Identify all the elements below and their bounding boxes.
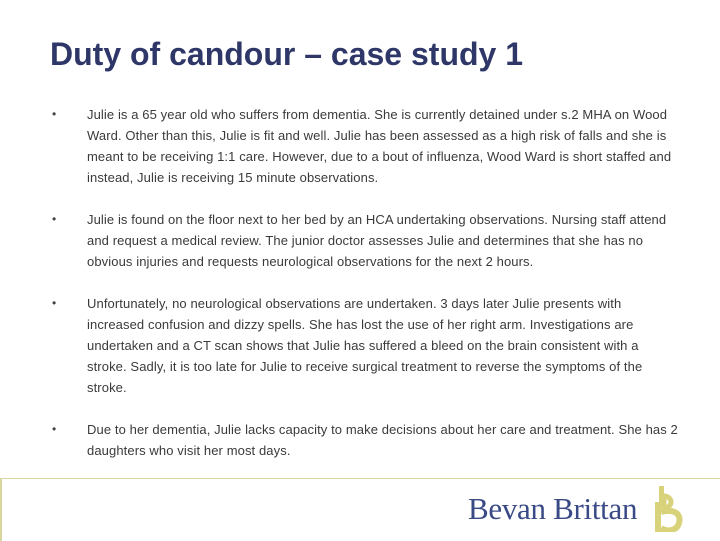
list-item — [52, 419, 680, 461]
bullet-marker: • — [52, 296, 57, 310]
bullet-text: Julie is found on the floor next to her bed by an HCA undertaking observations. Nursing staff attend and request a medical review. The junior doctor assesses Julie and determines that she has no obvious injuries and requests neurological observations for the next 2 hours. — [87, 212, 667, 269]
bullet-marker: • — [52, 422, 57, 436]
logo-wordmark: Bevan Brittan — [468, 491, 638, 526]
bullet-text: Julie is a 65 year old who suffers from dementia. She is currently detained under s.2 MHA on Wood Ward. Other than this, Julie is fit and well. Julie has been assessed as a high risk of falls and she is meant to be receiving 1:1 care. However, due to a bout of influenza, Wood Ward is short staffed and instead, Julie is receiving 15 minute observations. — [87, 107, 672, 185]
list-item — [52, 209, 680, 272]
bullet-marker: • — [52, 212, 57, 226]
bullet-marker: • — [52, 107, 57, 121]
bullet-text: Unfortunately, no neurological observations are undertaken. 3 days later Julie presents with increased confusion and dizzy spells. She has lost the use of her right arm. Investigations are undertaken and a CT scan shows that Julie has suffered a bleed on the brain consistent with a stroke. Sadly, it is too late for Julie to receive surgical treatment to reverse the symptoms of the stroke. — [87, 296, 643, 395]
bb-monogram-icon — [651, 486, 685, 532]
bullet-list — [52, 104, 680, 482]
company-logo — [468, 486, 685, 532]
list-item — [52, 293, 680, 398]
bullet-text: Due to her dementia, Julie lacks capacity to make decisions about her care and treatment. She has 2 daughters who visit her most days. — [87, 422, 678, 458]
list-item — [52, 104, 680, 188]
slide-title: Duty of candour – case study 1 — [50, 36, 524, 72]
